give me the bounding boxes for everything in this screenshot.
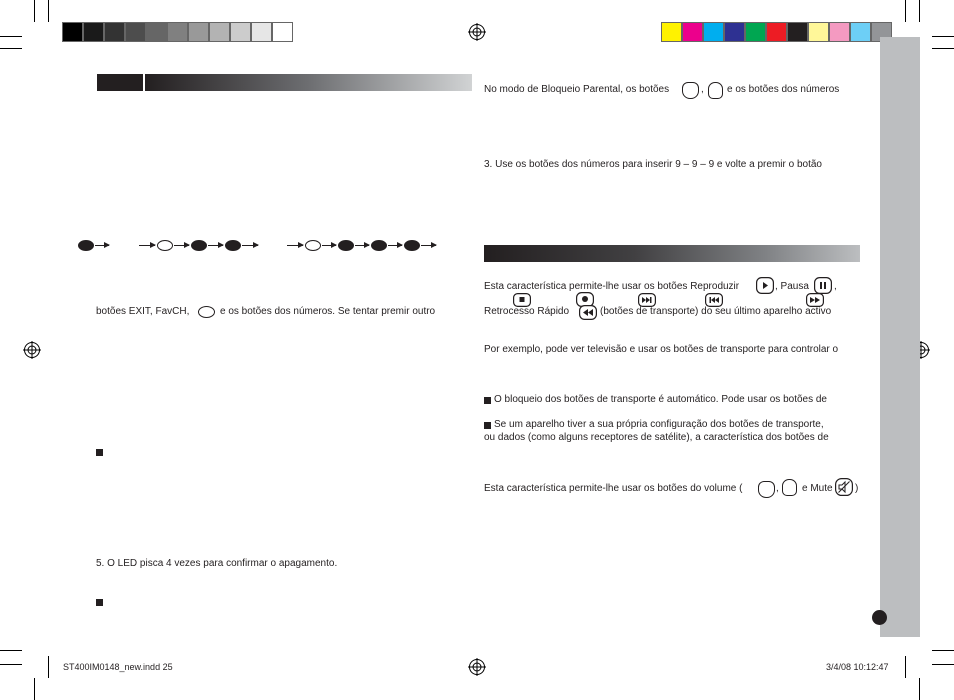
arrow-icon bbox=[355, 245, 369, 246]
color-swatch bbox=[766, 22, 787, 42]
crop-mark bbox=[932, 664, 954, 665]
parental-text-a: No modo de Bloqueio Parental, os botões bbox=[484, 84, 670, 95]
step-oval bbox=[338, 240, 354, 251]
pause-button-icon bbox=[814, 277, 832, 294]
color-swatch bbox=[829, 22, 850, 42]
stop-button-icon bbox=[513, 293, 531, 307]
rewind-text-a: Retrocesso Rápido bbox=[484, 306, 570, 317]
next-track-button-icon bbox=[638, 293, 656, 307]
step-oval bbox=[78, 240, 94, 251]
transport-text-c: , bbox=[834, 281, 837, 292]
volume-down-button-icon bbox=[782, 479, 797, 496]
step-oval bbox=[404, 240, 420, 251]
color-swatch bbox=[83, 22, 104, 42]
color-swatch bbox=[230, 22, 251, 42]
mute-button-icon bbox=[835, 478, 853, 496]
registration-mark-icon bbox=[23, 341, 41, 359]
color-swatch bbox=[703, 22, 724, 42]
arrow-icon bbox=[287, 245, 303, 246]
step-oval bbox=[157, 240, 173, 251]
bullet2-text-a: Se um aparelho tiver a sua própria configuração dos botões de transporte, bbox=[494, 419, 824, 430]
section-heading-bar-gradient bbox=[145, 74, 472, 91]
arrow-icon bbox=[208, 245, 223, 246]
color-swatch bbox=[251, 22, 272, 42]
arrow-icon bbox=[174, 245, 189, 246]
color-swatch bbox=[808, 22, 829, 42]
exit-favch-text-a: botões EXIT, FavCH, bbox=[96, 306, 190, 317]
color-swatch bbox=[787, 22, 808, 42]
arrow-icon bbox=[388, 245, 402, 246]
fast-forward-button-icon bbox=[806, 293, 824, 307]
color-swatch bbox=[104, 22, 125, 42]
parental-text-b: e os botões dos números bbox=[727, 84, 840, 95]
crop-mark bbox=[34, 0, 35, 22]
play-button-icon bbox=[756, 277, 774, 294]
bullet-square bbox=[484, 397, 491, 404]
rewind-button-icon bbox=[579, 305, 597, 320]
step-oval bbox=[225, 240, 241, 251]
crop-mark bbox=[932, 650, 954, 651]
led-text: 5. O LED pisca 4 vezes para confirmar o apagamento. bbox=[96, 558, 338, 569]
color-swatch bbox=[167, 22, 188, 42]
crop-mark bbox=[48, 656, 49, 678]
color-swatch bbox=[272, 22, 293, 42]
page-marker-dot bbox=[872, 610, 887, 625]
color-swatch bbox=[62, 22, 83, 42]
color-swatch bbox=[125, 22, 146, 42]
transport-text-b: , Pausa bbox=[775, 281, 809, 292]
exit-favch-text-b: e os botões dos números. Se tentar premir outro bbox=[220, 306, 436, 317]
color-swatch bbox=[724, 22, 745, 42]
parental-sep: , bbox=[701, 84, 704, 95]
section-heading-bar bbox=[97, 74, 143, 91]
volume-text-c: ) bbox=[855, 483, 859, 494]
rewind-text-b: (botões de transporte) do seu último aparelho activo bbox=[600, 306, 832, 317]
registration-mark-icon bbox=[468, 23, 486, 41]
crop-mark bbox=[919, 0, 920, 22]
crop-mark bbox=[905, 656, 906, 678]
crop-mark bbox=[905, 0, 906, 22]
channel-up-button-icon bbox=[682, 82, 699, 99]
color-swatch bbox=[188, 22, 209, 42]
bullet-square bbox=[484, 422, 491, 429]
color-swatch bbox=[745, 22, 766, 42]
previous-track-button-icon bbox=[705, 293, 723, 307]
crop-mark bbox=[919, 678, 920, 700]
color-swatch bbox=[661, 22, 682, 42]
example-text: Por exemplo, pode ver televisão e usar os botões de transporte para controlar o bbox=[484, 344, 839, 355]
volume-text-a: Esta característica permite-lhe usar os botões do volume ( bbox=[484, 483, 743, 494]
volume-up-button-icon bbox=[758, 481, 775, 498]
crop-mark bbox=[0, 664, 22, 665]
crop-mark bbox=[34, 678, 35, 700]
volume-text-b: e Mute bbox=[802, 483, 833, 494]
crop-mark bbox=[0, 48, 22, 49]
color-swatch bbox=[209, 22, 230, 42]
bullet2-text-b: ou dados (como alguns receptores de satélite), a característica dos botões de bbox=[484, 432, 829, 443]
color-swatch bbox=[146, 22, 167, 42]
step-oval bbox=[371, 240, 387, 251]
footer-datetime: 3/4/08 10:12:47 bbox=[826, 662, 889, 672]
transport-text-a: Esta característica permite-lhe usar os botões Reproduzir bbox=[484, 281, 740, 292]
crop-mark bbox=[48, 0, 49, 22]
step3-text: 3. Use os botões dos números para inserir 9 – 9 – 9 e volte a premir o botão bbox=[484, 159, 822, 170]
arrow-icon bbox=[242, 245, 258, 246]
footer-filename: ST400IM0148_new.indd 25 bbox=[63, 662, 173, 672]
bullet-square bbox=[96, 449, 103, 456]
arrow-icon bbox=[139, 245, 155, 246]
channel-down-button-icon bbox=[708, 82, 723, 99]
crop-mark bbox=[0, 650, 22, 651]
step-oval bbox=[191, 240, 207, 251]
step-oval bbox=[305, 240, 321, 251]
arrow-icon bbox=[322, 245, 336, 246]
crop-mark bbox=[932, 36, 954, 37]
bullet1-text: O bloqueio dos botões de transporte é automático. Pode usar os botões de bbox=[494, 394, 827, 405]
color-swatch bbox=[850, 22, 871, 42]
favch-button-icon bbox=[198, 306, 215, 318]
bullet-square bbox=[96, 599, 103, 606]
crop-mark bbox=[932, 48, 954, 49]
registration-mark-icon bbox=[468, 658, 486, 676]
arrow-icon bbox=[95, 245, 109, 246]
crop-mark bbox=[0, 36, 22, 37]
side-tab bbox=[880, 37, 920, 637]
color-swatch bbox=[682, 22, 703, 42]
volume-sep: , bbox=[776, 483, 779, 494]
section-heading-bar-gradient bbox=[484, 245, 860, 262]
arrow-icon bbox=[421, 245, 436, 246]
